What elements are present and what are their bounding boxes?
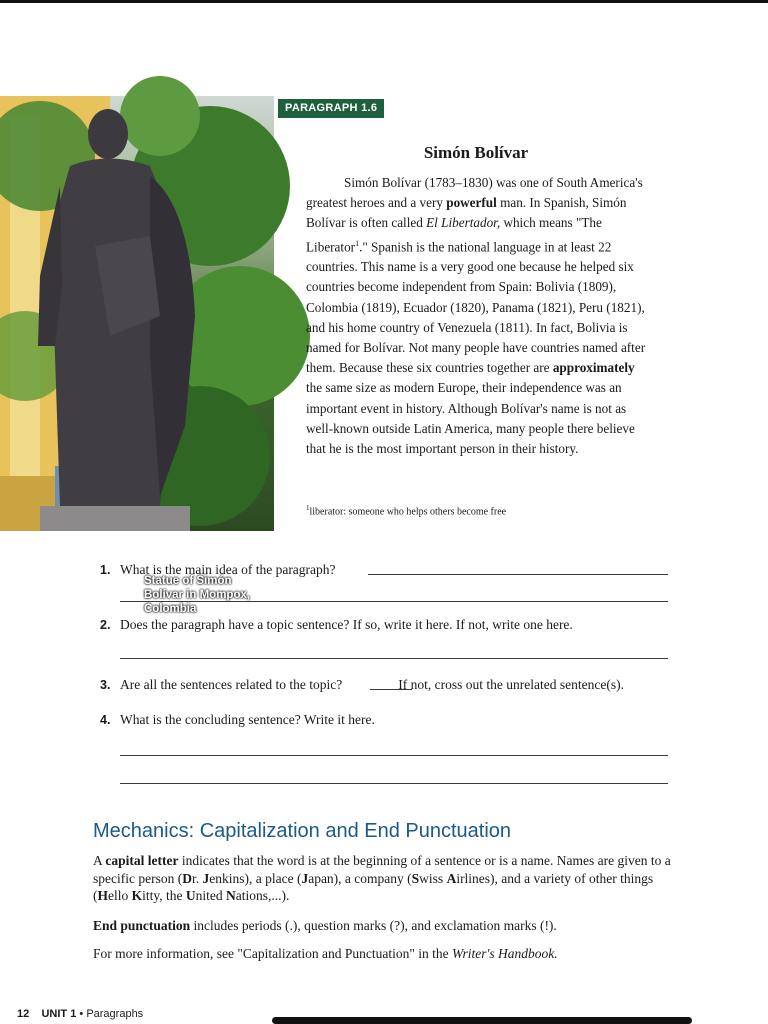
cap-example: H [97, 888, 109, 903]
home-indicator-bar[interactable] [272, 1017, 692, 1024]
paragraph-s1: Simón Bolívar (1783–1830) was one of South America's greatest heroes and a very [306, 175, 643, 211]
caption-line-1: Statue of Simón [144, 575, 232, 587]
mech-text: r. [191, 870, 203, 886]
mechanics-heading: Mechanics: Capitalization and End Punctuation [93, 820, 512, 842]
mech-text: irlines), and a variety of other things ( [93, 870, 654, 903]
question-1-text: What is the main idea of the paragraph? [120, 562, 336, 577]
cap-example: U [185, 888, 196, 903]
mech-text: wiss [419, 870, 447, 886]
footnote-text: liberator: someone who helps others become free [309, 506, 507, 518]
answer-line-1b[interactable] [120, 601, 668, 602]
word-approximately: approximately [552, 360, 635, 376]
cap-example: D [182, 870, 192, 886]
question-3-number: 3. [100, 678, 111, 692]
question-1 [100, 561, 670, 579]
statue-illustration [0, 96, 274, 531]
mechanics-paragraph-3 [93, 945, 673, 963]
page-footer [17, 1008, 143, 1020]
cap-example: K [131, 888, 143, 903]
question-2 [100, 616, 670, 634]
question-2-text: Does the paragraph have a topic sentence? If so, write it here. If not, write one here. [120, 617, 573, 632]
cap-example: S [411, 870, 420, 886]
el-libertador: El Libertador, [426, 215, 501, 231]
mech-text: enkins), a place ( [209, 870, 302, 886]
caption-line-2: Bolívar in Mompox, [144, 589, 251, 601]
end-punctuation-term: End punctuation [93, 918, 191, 933]
question-2-number: 2. [100, 618, 111, 632]
cap-example: J [301, 870, 309, 886]
mech-text: indicates that the word is at the beginning of a sentence or is a name. Names are given to a specific person ( [93, 853, 671, 886]
question-3-text: Are all the sentences related to the topic? [120, 677, 343, 692]
question-4-number: 4. [100, 713, 111, 727]
answer-line-2[interactable] [120, 658, 668, 659]
paragraph-text [306, 173, 646, 459]
answer-line-4b[interactable] [120, 783, 668, 784]
mech-text: A [93, 853, 106, 868]
mech-text: nited [195, 888, 227, 903]
paragraph-s2-end: ." Spanish is the national language in at least 22 countries. This name is a very good one because he helped six countries become independent from Spain: Bolivia (1809), Colombia (1819), Ecuador (1820), Panama (1821), Peru (1821), and his home country of Venezuela (1811). In fact, Bolivia is named for Bolívar. Not many people have countries named after them. Because these six countries together are [306, 239, 646, 376]
capital-letter-term: capital letter [105, 853, 179, 868]
photo-caption [144, 574, 272, 616]
paragraph-title: Simón Bolívar [423, 143, 529, 162]
top-edge-bar [0, 0, 768, 3]
mech-text: includes periods (.), question marks (?), and exclamation marks (!). [190, 918, 557, 933]
answer-line-3[interactable] [370, 689, 412, 690]
paragraph-badge: PARAGRAPH 1.6 [278, 99, 384, 118]
footnote-number: 1 [306, 504, 310, 512]
answer-line-4a[interactable] [120, 755, 668, 756]
question-3 [100, 676, 670, 694]
page-number: 12 [17, 1008, 30, 1020]
unit-label: UNIT 1 [41, 1008, 77, 1020]
caption-line-3: Colombia [144, 603, 197, 615]
mechanics-paragraph-2 [93, 917, 673, 935]
mech-text: For more information, see "Capitalization and Punctuation" in the [93, 946, 452, 961]
word-powerful: powerful [446, 195, 497, 211]
cap-example: J [202, 870, 210, 886]
paragraph-body [306, 173, 646, 459]
paragraph-s1-end: man. In Spanish, Simón Bolívar is often called [306, 195, 627, 231]
section-label: Paragraphs [86, 1008, 144, 1020]
mech-text: apan), a company ( [308, 870, 412, 886]
question-3-text-2: If not, cross out the unrelated sentence(s). [398, 677, 624, 692]
mech-text: ello [108, 888, 132, 903]
question-4-text: What is the concluding sentence? Write it here. [120, 712, 375, 727]
mechanics-paragraph-1 [93, 852, 673, 905]
answer-line-1a[interactable] [368, 574, 668, 575]
footer-bullet: • [79, 1008, 84, 1020]
writers-handbook-link: Writer's Handbook. [451, 946, 558, 961]
footnote-marker: 1 [355, 238, 360, 248]
question-4 [100, 711, 670, 729]
question-1-number: 1. [100, 563, 111, 577]
cap-example: A [446, 870, 457, 886]
mech-text: itty, the [142, 888, 186, 903]
paragraph-s3-end: the same size as modern Europe, their independence was an important event in history. Although Bolívar's name is not as well-known outside Latin America, many people there believe that he is the most important person in their history. [306, 380, 635, 457]
cap-example: N [226, 888, 236, 903]
paragraph-s2: which means "The Liberator [306, 215, 602, 254]
footnote [306, 502, 646, 518]
mech-text: ations,...). [235, 888, 290, 903]
